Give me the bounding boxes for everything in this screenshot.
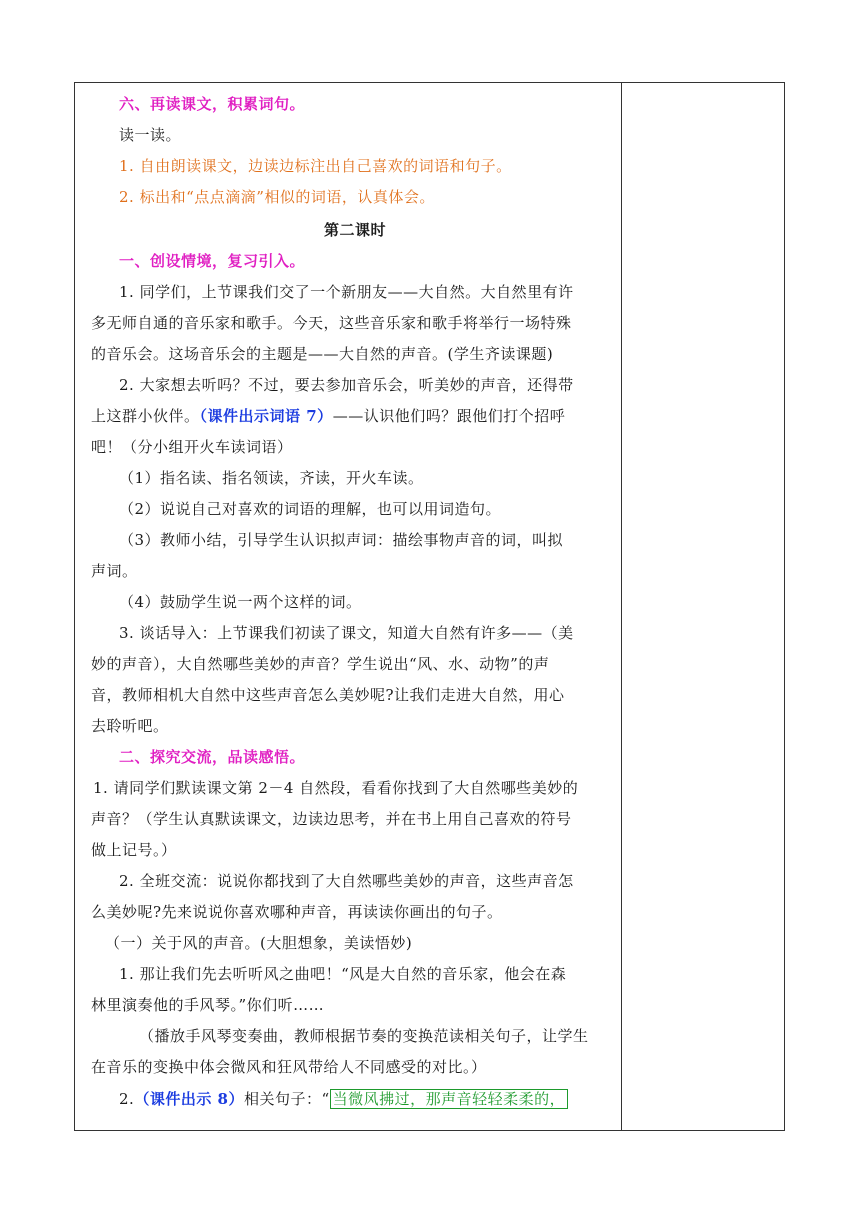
s1-para3-line1: 3. 谈话导入：上节课我们初读了课文，知道大自然有许多——（美 (119, 624, 574, 642)
s1-sub-item-2: （2）说说自己对喜欢的词语的理解，也可以用词造句。 (119, 500, 502, 518)
s2-para5-number: 2. (119, 1090, 135, 1108)
section-2-heading: 二、探究交流，品读感悟。 (119, 748, 306, 766)
s2-para4-line1: （播放手风琴变奏曲，教师根据节奏的变换范读相关句子，让学生 (139, 1027, 589, 1045)
column-divider (621, 83, 622, 1130)
s2-para5-line1 (119, 1089, 568, 1109)
s2-para1-line2: 声音？（学生认真默读课文，边读边思考，并在书上用自己喜欢的符号 (91, 810, 572, 828)
lesson-plan-table (74, 82, 785, 1131)
courseware-8: （课件出示 8） (134, 1090, 244, 1108)
section-6-item-2: 2. 标出和“点点滴滴”相似的词语，认真体会。 (119, 188, 435, 206)
s1-sub-item-3-line2: 声词。 (91, 562, 138, 580)
s2-para3-line1: 1. 那让我们先去听听风之曲吧！“风是大自然的音乐家，他会在森 (119, 965, 567, 983)
s1-para3-line2: 妙的声音），大自然哪些美妙的声音？学生说出“风、水、动物”的声 (91, 655, 550, 673)
s2-para5-related: 相关句子：“ (243, 1090, 330, 1108)
highlighted-sentence: 当微风拂过，那声音轻轻柔柔的， (330, 1089, 569, 1109)
s1-para2-line2 (91, 406, 565, 426)
s1-para3-line3: 音，教师相机大自然中这些声音怎么美妙呢?让我们走进大自然，用心 (91, 686, 565, 704)
s1-sub-item-4: （4）鼓励学生说一两个这样的词。 (119, 593, 362, 611)
s1-para1-line3: 的音乐会。这场音乐会的主题是——大自然的声音。(学生齐读课题) (91, 345, 554, 363)
s1-para1-line1: 1. 同学们，上节课我们交了一个新朋友——大自然。大自然里有许 (119, 283, 574, 301)
s2-para4-line2: 在音乐的变换中体会微风和狂风带给人不同感受的对比。） (91, 1058, 487, 1076)
s2-para1-line1: 1. 请同学们默读课文第 2－4 自然段，看看你找到了大自然哪些美妙的 (93, 779, 579, 797)
section-6-item-1: 1. 自由朗读课文，边读边标注出自己喜欢的词语和句子。 (119, 157, 512, 175)
s2-para3-line2: 林里演奏他的手风琴。”你们听…… (91, 996, 325, 1014)
section-1-heading: 一、创设情境，复习引入。 (119, 252, 306, 270)
courseware-words-7: （课件出示词语 7） (199, 407, 333, 425)
s1-para1-line2: 多无师自通的音乐家和歌手。今天，这些音乐家和歌手将举行一场特殊 (91, 314, 572, 332)
s2-para1-line3: 做上记号。） (91, 841, 177, 859)
s1-sub-item-1: （1）指名读、指名领读，齐读，开火车读。 (119, 469, 424, 487)
s2-para2-line2: 么美妙呢?先来说说你喜欢哪种声音，再读读你画出的句子。 (91, 903, 503, 921)
section-6-read: 读一读。 (119, 126, 182, 144)
s1-para2-line1: 2. 大家想去听吗？不过，要去参加音乐会，听美妙的声音，还得带 (119, 376, 574, 394)
s2-sub-heading-wind: （一）关于风的声音。(大胆想象，美读悟妙) (105, 934, 413, 952)
lesson-2-title: 第二课时 (323, 221, 386, 239)
s1-para2-line2-text-c: ——认识他们吗？跟他们打个招呼 (332, 407, 566, 425)
s1-para2-line2-text-a: 上这群小伙伴。 (91, 407, 200, 425)
s1-para2-line3: 吧！（分小组开火车读词语） (91, 438, 293, 456)
s2-para2-line1: 2. 全班交流：说说你都找到了大自然哪些美妙的声音，这些声音怎 (119, 872, 574, 890)
s1-para3-line4: 去聆听吧。 (91, 717, 169, 735)
s1-sub-item-3-line1: （3）教师小结，引导学生认识拟声词：描绘事物声音的词，叫拟 (119, 531, 564, 549)
section-6-heading: 六、再读课文，积累词句。 (119, 95, 306, 113)
